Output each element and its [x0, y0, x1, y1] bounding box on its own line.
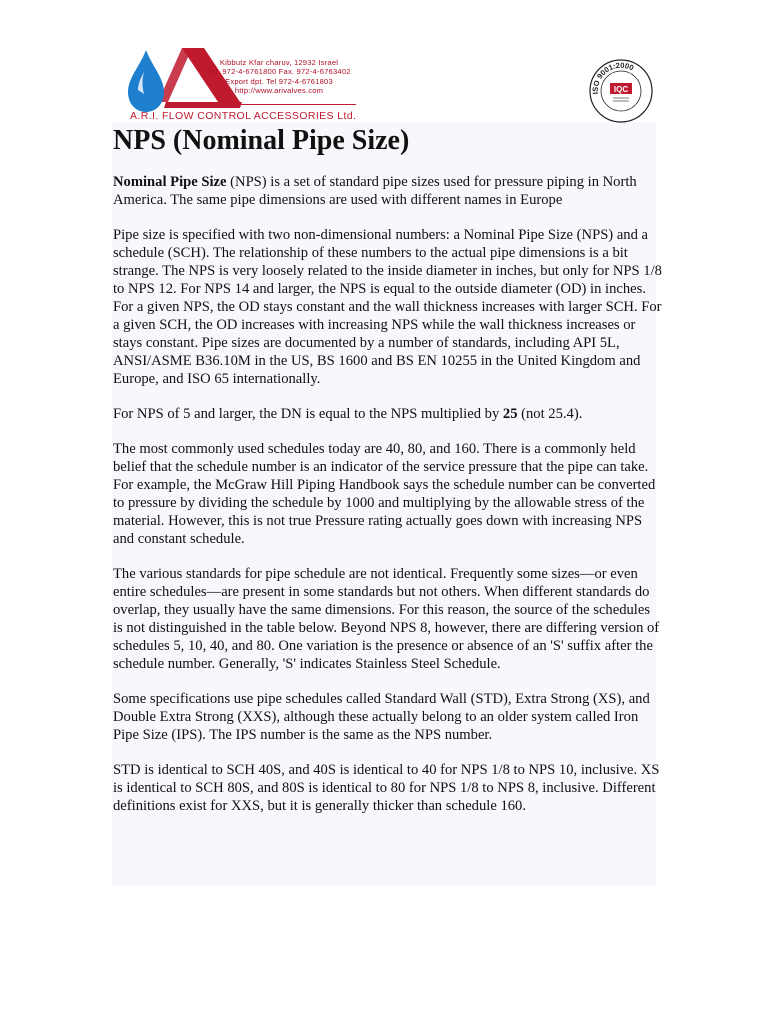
paragraph-ips: Some specifications use pipe schedules called Standard Wall (STD), Extra Strong (XS), and Double Extra Strong (XXS), although these actually belong to an older system called Iron Pipe Size (IPS). The IPS number is the same as the NPS number.	[113, 691, 650, 743]
company-contact-block	[206, 58, 352, 96]
paragraph-intro	[113, 173, 663, 209]
iso-certification-seal	[588, 58, 654, 124]
company-name: A.R.I. FLOW CONTROL ACCESSORIES Ltd.	[130, 110, 357, 122]
seal-center-text: IQC	[613, 85, 629, 94]
term-bold: Nominal Pipe Size	[113, 174, 227, 190]
website-line: http://www.arivalves.com	[234, 86, 324, 96]
paragraph-schedules: The most commonly used schedules today are 40, 80, and 160. There is a commonly held belief that the schedule number is an indicator of the service pressure that the pipe can take. For example, the McGraw Hill Piping Handbook says the schedule number can be converted to pressure by dividing the schedule by 1000 and multiplying by the allowable stress of the material. However, this is not true Pressure rating actually goes down with increasing NPS and constant schedule.	[113, 441, 656, 547]
intro-text: (NPS) is a set of standard pipe sizes used for pressure piping in North America. The same pipe dimensions are used with different names in Europe	[113, 174, 637, 208]
paragraph-standards: The various standards for pipe schedule are not identical. Frequently some sizes—or even entire schedules—are present in some standards but not others. When different standards do overlap, they usually have the same dimensions. For this reason, the source of the schedules is not distinguished in the table below. Beyond NPS 8, however, there are differing version of schedules 5, 10, 40, and 80. One variation is the presence or absence of an 'S' suffix after the schedule number. Generally, 'S' indicates Stainless Steel Schedule.	[113, 566, 660, 672]
contact-line: Export dpt. Tel 972-4-6761803	[225, 76, 333, 86]
contact-line: Tel. 972-4-6761800 Fax. 972-4-6763402	[207, 67, 351, 77]
contact-line: Kibbutz Kfar charuv, 12932 Israel	[219, 58, 339, 67]
page-title: NPS (Nominal Pipe Size)	[113, 125, 410, 156]
dn-multiplier: 25	[502, 406, 518, 422]
logo-divider	[196, 104, 356, 105]
dn-text-end: (not 25.4).	[517, 406, 583, 422]
logo-water-drop-icon	[128, 50, 164, 112]
logo-red-bar	[164, 102, 242, 108]
letterhead	[0, 0, 768, 128]
seal-arc-path: ISO 9001:2000	[590, 60, 636, 95]
dn-text-start: For NPS of 5 and larger, the DN is equal to the NPS multiplied by	[113, 406, 503, 422]
document-body	[113, 173, 663, 832]
paragraph-std-xs: STD is identical to SCH 40S, and 40S is identical to 40 for NPS 1/8 to NPS 10, inclusive. XS is identical to SCH 80S, and 80S is identical to 80 for NPS 1/8 to NPS 8, inclusive. Different definitions exist for XXS, but it is generally thicker than schedule 160.	[113, 762, 660, 814]
paragraph-dn	[113, 405, 663, 423]
paragraph-pipe-size: Pipe size is specified with two non-dimensional numbers: a Nominal Pipe Size (NPS) and a schedule (SCH). The relationship of these numbers to the actual pipe dimensions is a bit strange. The NPS is very loosely related to the inside diameter in inches, but only for NPS 1/8 to NPS 12. For NPS 14 and larger, the NPS is equal to the outside diameter (OD) in inches. For a given NPS, the OD stays constant and the wall thickness increases with larger SCH. For a given SCH, the OD increases with increasing NPS while the wall thickness increases or stays constant. Pipe sizes are documented by a number of standards, including API 5L, ANSI/ASME B36.10M in the US, BS 1600 and BS EN 10255 in the United Kingdom and Europe, and ISO 65 internationally.	[113, 227, 662, 387]
